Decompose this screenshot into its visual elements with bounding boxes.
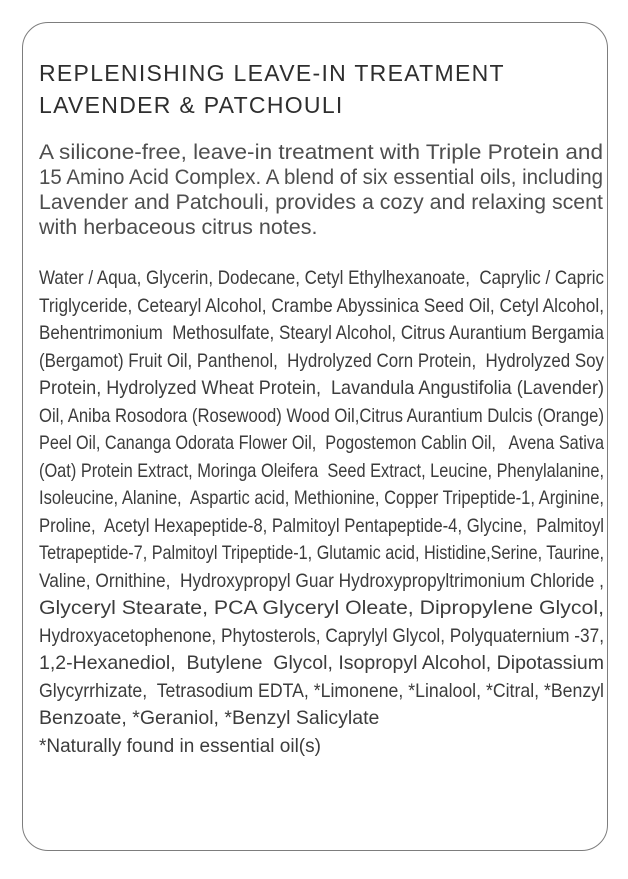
ingredients-list <box>39 265 604 760</box>
description-line-text: with herbaceous citrus notes. <box>39 215 318 239</box>
ingredient-line <box>39 595 604 623</box>
description-line <box>39 165 603 190</box>
description-line-text: A silicone-free, leave-in treatment with Triple Protein and <box>39 140 603 164</box>
ingredient-line <box>39 375 604 403</box>
ingredient-line-text: Tetrapeptide-7, Palmitoyl Tripeptide-1, Glutamic acid, Histidine,Serine, Taurine, <box>39 542 604 564</box>
description-line <box>39 215 603 240</box>
ingredient-line <box>39 430 604 458</box>
ingredient-line-text: Protein, Hydrolyzed Wheat Protein, Lavandula Angustifolia (Lavender) <box>39 377 604 399</box>
ingredient-line <box>39 513 604 541</box>
label-border-card <box>22 22 608 851</box>
ingredient-line-text: Behentrimonium Methosulfate, Stearyl Alcohol, Citrus Aurantium Bergamia <box>39 322 604 344</box>
ingredient-line-text: Valine, Ornithine, Hydroxypropyl Guar Hydroxypropyltrimonium Chloride , <box>39 569 604 592</box>
ingredient-line-text: Peel Oil, Cananga Odorata Flower Oil, Pogostemon Cablin Oil, Avena Sativa <box>39 432 604 454</box>
ingredient-line <box>39 403 604 431</box>
ingredient-line <box>39 540 604 568</box>
ingredient-line-text: Proline, Acetyl Hexapeptide-8, Palmitoyl Pentapeptide-4, Glycine, Palmitoyl <box>39 514 604 537</box>
ingredient-line-text: (Bergamot) Fruit Oil, Panthenol, Hydrolyzed Corn Protein, Hydrolyzed Soy <box>39 349 604 372</box>
ingredient-line-text: Benzoate, *Geraniol, *Benzyl Salicylate <box>39 707 380 729</box>
ingredient-line <box>39 678 604 706</box>
ingredient-line <box>39 293 604 321</box>
ingredient-line <box>39 348 604 376</box>
ingredient-line <box>39 320 604 348</box>
product-title-line1: REPLENISHING LEAVE-IN TREATMENT <box>39 60 505 86</box>
ingredient-line-text: Hydroxyacetophenone, Phytosterols, Caprylyl Glycol, Polyquaternium -37, <box>39 624 604 647</box>
ingredient-line <box>39 485 604 513</box>
ingredient-line <box>39 568 604 596</box>
ingredient-line-text: Water / Aqua, Glycerin, Dodecane, Cetyl Ethylhexanoate, Caprylic / Capric <box>39 267 604 289</box>
ingredient-line-text: Isoleucine, Alanine, Aspartic acid, Methionine, Copper Tripeptide-1, Arginine, <box>39 487 604 509</box>
description-line <box>39 140 603 165</box>
ingredient-line <box>39 650 604 678</box>
ingredient-line <box>39 265 604 293</box>
ingredient-line-text: 1,2-Hexanediol, Butylene Glycol, Isopropyl Alcohol, Dipotassium <box>39 652 604 674</box>
description-line-text: 15 Amino Acid Complex. A blend of six essential oils, including <box>39 165 603 189</box>
product-title <box>39 57 595 121</box>
ingredient-line <box>39 623 604 651</box>
ingredient-line-text: Glyceryl Stearate, PCA Glyceryl Oleate, Dipropylene Glycol, <box>39 597 604 619</box>
description-line <box>39 190 603 215</box>
ingredient-line-text: Triglyceride, Cetearyl Alcohol, Crambe Abyssinica Seed Oil, Cetyl Alcohol, <box>39 294 604 317</box>
ingredients-footnote <box>39 733 604 761</box>
product-title-line2: LAVENDER & PATCHOULI <box>39 92 344 118</box>
ingredient-line-text: Oil, Aniba Rosodora (Rosewood) Wood Oil,Citrus Aurantium Dulcis (Orange) <box>39 404 604 427</box>
description-line-text: Lavender and Patchouli, provides a cozy and relaxing scent <box>39 190 603 214</box>
ingredient-line <box>39 705 604 733</box>
ingredient-line <box>39 458 604 486</box>
ingredient-line-text: Glycyrrhizate, Tetrasodium EDTA, *Limonene, *Linalool, *Citral, *Benzyl <box>39 679 604 702</box>
product-description <box>39 140 603 240</box>
ingredients-footnote-text: *Naturally found in essential oil(s) <box>39 735 321 757</box>
ingredient-line-text: (Oat) Protein Extract, Moringa Oleifera Seed Extract, Leucine, Phenylalanine, <box>39 459 604 482</box>
